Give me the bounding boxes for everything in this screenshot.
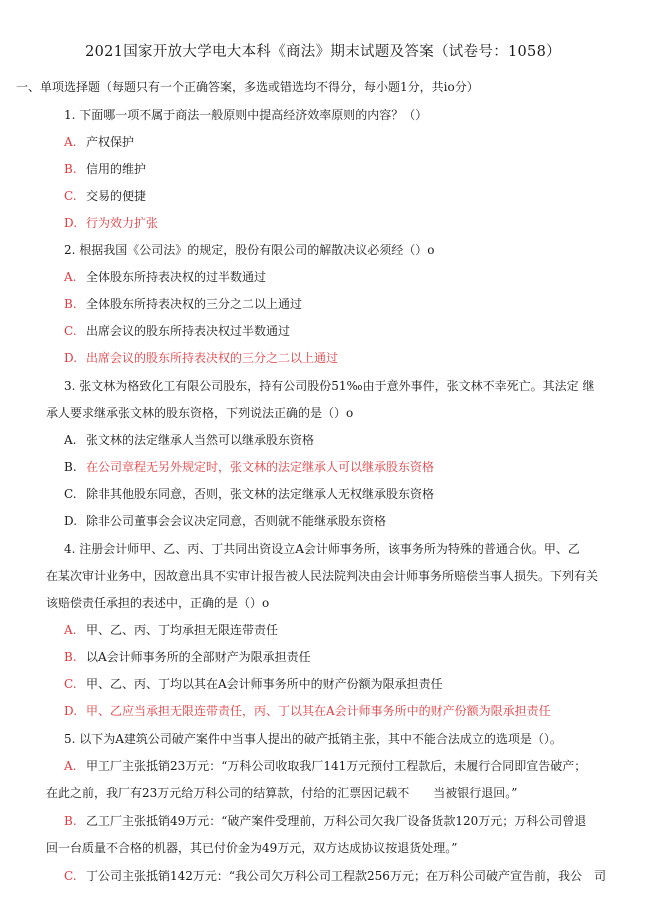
q5-option-b-line2: 回一台质量不合格的机器，其已付价金为49万元，双方达成协议按退货处理。”	[46, 841, 458, 855]
option-letter: D.	[64, 514, 78, 528]
option-text-answer: 甲、乙应当承担无限连带责任，丙、丁以其在A会计师事务所中的财产份额为限承担责任	[86, 704, 551, 718]
option-text: 张文林的法定继承人当然可以继承股东资格	[86, 433, 315, 447]
option-text: 除非其他股东同意，否则，张文林的法定继承人无权继承股东资格	[86, 487, 435, 501]
option-letter: A.	[64, 623, 77, 637]
question-4-stem-line3: 该赔偿责任承担的表述中，正确的是（）o	[46, 596, 270, 610]
option-text: 甲、乙、丙、丁均以其在A会计师事务所中的财产份额为限承担责任	[86, 677, 443, 691]
option-text: 以A会计师事务所的全部财产为限承担责任	[86, 650, 311, 664]
option-text: 产权保护	[86, 135, 135, 149]
q1-option-b	[64, 160, 146, 177]
q2-option-a	[64, 268, 266, 285]
option-letter: B.	[64, 650, 77, 664]
q2-option-d	[64, 349, 338, 366]
page-title: 2021国家开放大学电大本科《商法》期末试题及答案（试卷号：1058）	[85, 44, 561, 60]
q4-option-d	[64, 702, 551, 719]
option-letter: B.	[64, 460, 77, 474]
option-text: 出席会议的股东所持表决权过半数通过	[86, 324, 291, 338]
option-letter: C.	[64, 189, 77, 203]
q3-option-c	[64, 485, 434, 502]
option-letter: A.	[64, 433, 77, 447]
q1-option-d	[64, 214, 158, 231]
option-text: 信用的维护	[86, 162, 147, 176]
question-4-stem-line1: 4. 注册会计师甲、乙、丙、丁共同出资设立A会计师事务所，该事务所为特殊的普通合伙。甲、乙	[64, 542, 580, 556]
section-heading: 一、单项选择题（每题只有一个正确答案，多选或错选均不得分，每小题1分，共io分）	[16, 80, 479, 94]
q5-option-b	[64, 812, 586, 829]
option-text: 乙工厂主张抵销49万元：“破产案件受理前，万科公司欠我厂设备货款120万元；万科公司曾退	[86, 814, 587, 828]
option-letter: D.	[64, 216, 78, 230]
option-text-answer: 在公司章程无另外规定时，张文林的法定继承人可以继承股东资格	[86, 460, 435, 474]
q1-option-a	[64, 133, 134, 150]
option-letter: C.	[64, 487, 77, 501]
q2-option-c	[64, 322, 290, 339]
option-text: 丁公司主张抵销142万元：“我公司欠万科公司工程款256万元；在万科公司破产宣告前，我公 司	[86, 869, 606, 883]
option-text-answer: 出席会议的股东所持表决权的三分之二以上通过	[86, 351, 339, 365]
q5-option-a-line2: 在此之前，我厂有23万元给万科公司的结算款，付给的汇票因记载不 当被银行退回。”	[46, 786, 518, 800]
option-letter: B.	[64, 297, 77, 311]
option-letter: A.	[64, 270, 77, 284]
option-letter: B.	[64, 814, 77, 828]
option-text-answer: 行为效力扩张	[86, 216, 159, 230]
q3-option-b	[64, 458, 434, 475]
question-1-stem: 1. 下面哪一项不属于商法一般原则中提高经济效率原则的内容？（）	[64, 108, 428, 122]
question-2-stem: 2. 根据我国《公司法》的规定，股份有限公司的解散决议必须经（）o	[64, 243, 435, 257]
option-letter: B.	[64, 162, 77, 176]
q2-option-b	[64, 295, 302, 312]
option-letter: C.	[64, 677, 77, 691]
option-text: 全体股东所持表决权的过半数通过	[86, 270, 267, 284]
option-letter: D.	[64, 704, 78, 718]
option-letter: A.	[64, 759, 77, 773]
q1-option-c	[64, 187, 146, 204]
q5-option-a	[64, 757, 586, 774]
option-letter: C.	[64, 869, 77, 883]
q5-option-c	[64, 867, 606, 884]
option-text: 除非公司董事会会议决定同意，否则就不能继承股东资格	[86, 514, 387, 528]
option-text: 交易的便捷	[86, 189, 147, 203]
question-4-stem-line2: 在某次审计业务中，因故意出具不实审计报告被人民法院判决由会计师事务所赔偿当事人损失。下列有关	[46, 569, 599, 583]
option-text: 全体股东所持表决权的三分之二以上通过	[86, 297, 303, 311]
option-letter: A.	[64, 135, 77, 149]
question-3-stem-line1: 3. 张文林为格致化工有限公司股东，持有公司股份51‰由于意外事件，张文林不幸死亡。其法定 继	[64, 379, 595, 393]
question-5-stem: 5. 以下为A建筑公司破产案件中当事人提出的破产抵销主张，其中不能合法成立的选项是（）。	[64, 732, 562, 746]
q4-option-b	[64, 648, 311, 665]
q4-option-c	[64, 675, 443, 692]
q4-option-a	[64, 621, 278, 638]
option-text: 甲工厂主张抵销23万元：“万科公司收取我厂141万元预付工程款后，未履行合同即宣告破产；	[86, 759, 587, 773]
option-letter: D.	[64, 351, 78, 365]
question-3-stem-line2: 承人要求继承张文林的股东资格，下列说法正确的是（）o	[46, 406, 354, 420]
option-letter: C.	[64, 324, 77, 338]
option-text: 甲、乙、丙、丁均承担无限连带责任	[86, 623, 279, 637]
q3-option-d	[64, 512, 386, 529]
q3-option-a	[64, 431, 314, 448]
